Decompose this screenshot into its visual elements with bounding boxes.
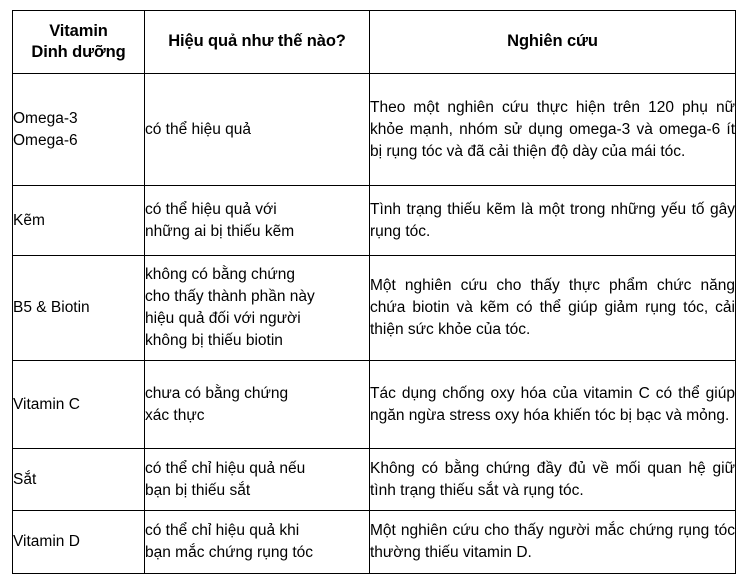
effectiveness-line-2: bạn mắc chứng rụng tóc [145,544,314,561]
table-row [13,74,736,186]
effectiveness-line-2: cho thấy thành phần này [145,288,315,305]
table-header-row [13,11,736,74]
cell-effectiveness [145,361,370,449]
research-text: Không có bằng chứng đầy đủ về mối quan hệ giữ tình trạng thiếu sắt và rụng tóc. [370,459,735,499]
cell-effectiveness [145,74,370,186]
cell-research [370,74,736,186]
effectiveness-line-4: không bị thiếu biotin [145,332,283,349]
cell-effectiveness [145,256,370,361]
cell-effectiveness [145,186,370,256]
effectiveness-line-1: có thể hiệu quả với [145,200,277,218]
research-text: Một nghiên cứu cho thấy thực phẩm chức năng chứa biotin và kẽm có thể giúp giảm rụng tóc, cải thiện sức khỏe của tóc. [370,277,735,338]
table-row [13,186,736,256]
effectiveness-line-2: những ai bị thiếu kẽm [145,222,295,240]
cell-nutrient-name [13,361,145,449]
cell-nutrient-name [13,74,145,186]
effectiveness-line-1: có thể chỉ hiệu quả nếu [145,459,306,477]
column-header-effectiveness [145,11,370,74]
table-row [13,256,736,361]
effectiveness-line-1: chưa có bằng chứng [145,384,289,402]
nutrient-name-line-1: Vitamin D [13,533,80,550]
cell-nutrient-name [13,186,145,256]
cell-research [370,449,736,511]
research-text: Tác dụng chống oxy hóa của vitamin C có thể giúp ngăn ngừa stress oxy hóa khiến tóc bị bạc và mỏng. [370,384,735,424]
column-header-vitamin [13,11,145,74]
column-header-effectiveness-line-1: Hiệu quả như thế nào? [168,32,346,51]
nutrient-name-line-1: B5 & Biotin [13,299,90,316]
column-header-vitamin-line-2: Dinh dưỡng [31,43,126,61]
table-body [13,74,736,574]
effectiveness-line-2: xác thực [145,406,205,424]
cell-research [370,186,736,256]
research-text: Theo một nghiên cứu thực hiện trên 120 phụ nữ khỏe mạnh, nhóm sử dụng omega-3 và omega-6 ít bị rụng tóc và đã cải thiện độ dày của mái tóc. [370,98,735,160]
effectiveness-line-3: hiệu quả đối với người [145,310,301,327]
research-text: Tình trạng thiếu kẽm là một trong những yếu tố gây rụng tóc. [370,200,735,240]
table-header [13,11,736,74]
cell-effectiveness [145,449,370,511]
column-header-research-line-1: Nghiên cứu [507,32,598,51]
table-row [13,511,736,574]
research-text: Một nghiên cứu cho thấy người mắc chứng rụng tóc thường thiếu vitamin D. [370,522,735,561]
effectiveness-line-1: có thể hiệu quả [145,120,252,138]
cell-nutrient-name [13,511,145,574]
nutrient-name-line-1: Vitamin C [13,395,80,413]
column-header-vitamin-line-1: Vitamin [49,21,108,40]
cell-research [370,361,736,449]
nutrient-name-line-2: Omega-6 [13,131,78,149]
cell-research [370,511,736,574]
cell-nutrient-name [13,449,145,511]
vitamin-nutrient-table [12,10,736,574]
table-row [13,361,736,449]
cell-research [370,256,736,361]
column-header-research [370,11,736,74]
effectiveness-line-2: bạn bị thiếu sắt [145,481,251,499]
cell-nutrient-name [13,256,145,361]
effectiveness-line-1: có thể chỉ hiệu quả khi [145,522,300,539]
effectiveness-line-1: không có bằng chứng [145,266,295,283]
nutrient-name-line-1: Omega-3 [13,109,78,127]
nutrient-name-line-1: Sắt [13,470,37,488]
nutrient-name-line-1: Kẽm [13,211,45,229]
table-row [13,449,736,511]
cell-effectiveness [145,511,370,574]
